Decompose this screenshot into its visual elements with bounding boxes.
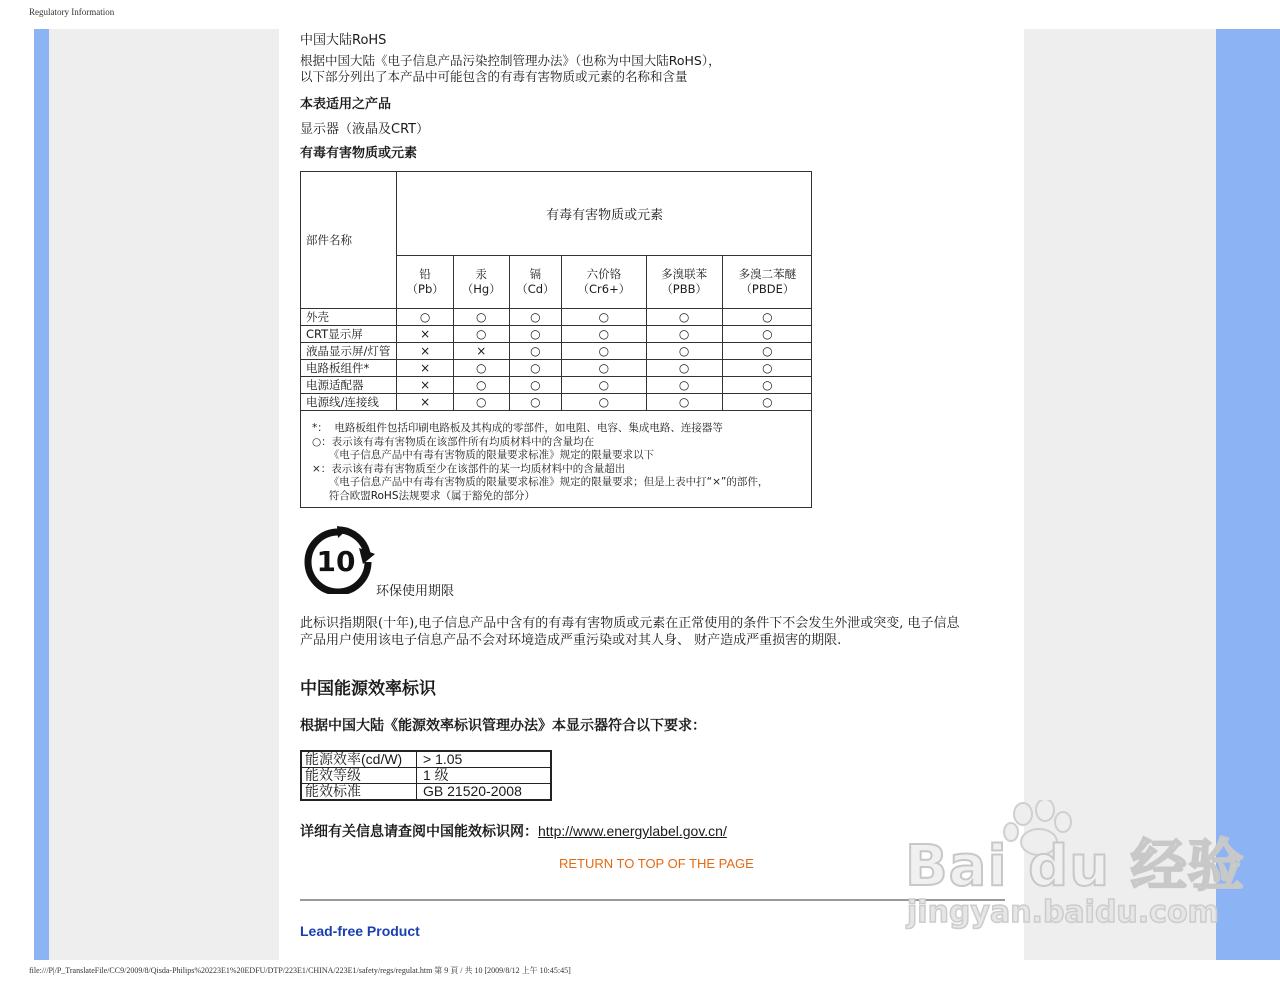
efficiency-value: GB 21520-2008 bbox=[417, 784, 552, 801]
hazard-notes bbox=[312, 422, 768, 503]
substance-mark: ○ bbox=[562, 309, 646, 326]
substance-mark: ○ bbox=[722, 394, 812, 411]
hazard-table-box bbox=[300, 171, 812, 508]
substance-mark: × bbox=[397, 326, 454, 343]
substance-header bbox=[646, 255, 722, 308]
part-name: 电源线/连接线 bbox=[301, 394, 397, 411]
section-divider bbox=[300, 899, 1005, 901]
note-line: ×：表示该有毒有害物质至少在该部件的某一均质材料中的含量超出 bbox=[312, 462, 626, 475]
applies-value: 显示器（液晶及CRT） bbox=[300, 122, 430, 137]
substance-mark: ○ bbox=[509, 377, 562, 394]
substance-name: 多溴二苯醚 bbox=[738, 266, 797, 281]
substance-mark: ○ bbox=[509, 360, 562, 377]
substance-mark: ○ bbox=[646, 343, 722, 360]
part-name: 外壳 bbox=[301, 309, 397, 326]
substance-symbol: （Cr6+） bbox=[577, 281, 631, 296]
watermark-url: jingyan.baidu.com bbox=[907, 895, 1219, 930]
substance-mark: ○ bbox=[453, 360, 509, 377]
rohs-intro-line-2: 以下部分列出了本产品中可能包含的有毒有害物质或元素的名称和含量 bbox=[300, 69, 688, 84]
epup-description-line-2: 产品用户使用该电子信息产品不会对环境造成严重污染或对其人身、 财产造成严重损害的期限. bbox=[300, 633, 842, 648]
table-row bbox=[301, 394, 812, 411]
substance-name: 多溴联苯 bbox=[661, 266, 708, 281]
lead-free-product-link[interactable]: Lead-free Product bbox=[300, 923, 420, 939]
hazard-table bbox=[301, 172, 812, 411]
table-row bbox=[301, 360, 812, 377]
table-row bbox=[301, 343, 812, 360]
substance-mark: × bbox=[397, 394, 454, 411]
substance-mark: × bbox=[453, 343, 509, 360]
part-name: CRT显示屏 bbox=[301, 326, 397, 343]
substance-symbol: （Pb） bbox=[406, 281, 444, 296]
substance-mark: ○ bbox=[509, 326, 562, 343]
substance-mark: ○ bbox=[646, 394, 722, 411]
substance-symbol: （Cd） bbox=[516, 281, 555, 296]
epup-caption: 环保使用期限 bbox=[376, 584, 455, 599]
left-grey-panel bbox=[49, 29, 279, 960]
table-row bbox=[301, 751, 551, 768]
substance-name: 汞 bbox=[475, 266, 487, 281]
epup-10-logo bbox=[301, 526, 375, 594]
substance-mark: ○ bbox=[397, 309, 454, 326]
hazard-table-body bbox=[301, 309, 812, 411]
substance-symbol: （PBB） bbox=[661, 281, 707, 296]
substance-mark: ○ bbox=[562, 394, 646, 411]
substance-symbol: （PBDE） bbox=[740, 281, 795, 296]
substance-header bbox=[722, 255, 812, 308]
energylabel-link[interactable]: http://www.energylabel.gov.cn/ bbox=[538, 823, 727, 839]
substance-mark: ○ bbox=[722, 326, 812, 343]
right-blue-sidebar bbox=[1216, 29, 1280, 960]
substance-group-header: 有毒有害物质或元素 bbox=[397, 172, 812, 255]
substance-mark: ○ bbox=[722, 360, 812, 377]
part-name: 电路板组件* bbox=[301, 360, 397, 377]
table-row bbox=[301, 309, 812, 326]
substance-mark: ○ bbox=[646, 309, 722, 326]
substance-mark: ○ bbox=[509, 394, 562, 411]
epup-description bbox=[300, 615, 960, 649]
substance-mark: × bbox=[397, 360, 454, 377]
substance-header bbox=[509, 255, 562, 308]
note-line: *： 电路板组件包括印刷电路板及其构成的零部件，如电阻、电容、集成电路、连接器等 bbox=[312, 422, 723, 434]
substance-mark: ○ bbox=[722, 343, 812, 360]
epup-description-line-1: 此标识指期限(十年),电子信息产品中含有的有毒有害物质或元素在正常使用的条件下不会发生外泄或突变, 电子信息 bbox=[300, 616, 960, 631]
substance-mark: ○ bbox=[453, 377, 509, 394]
substance-mark: ○ bbox=[646, 326, 722, 343]
watermark-brand: Bai du 经验 bbox=[905, 834, 1245, 899]
substance-header bbox=[397, 255, 454, 308]
left-blue-sidebar bbox=[34, 29, 49, 960]
substance-mark: ○ bbox=[722, 377, 812, 394]
rohs-heading: 中国大陆RoHS bbox=[300, 33, 387, 48]
substance-mark: × bbox=[397, 343, 454, 360]
substance-mark: ○ bbox=[646, 377, 722, 394]
print-header: Regulatory Information bbox=[29, 7, 115, 17]
efficiency-key: 能效标准 bbox=[301, 784, 417, 801]
efficiency-key: 能效等级 bbox=[301, 768, 417, 784]
energy-efficiency-table bbox=[300, 750, 552, 801]
substances-label: 有毒有害物质或元素 bbox=[300, 146, 418, 161]
baidu-jingyan-watermark bbox=[905, 800, 1245, 940]
part-name: 电源适配器 bbox=[301, 377, 397, 394]
substance-mark: ○ bbox=[453, 326, 509, 343]
note-line: ○：表示该有毒有害物质在该部件所有均质材料中的含量均在 bbox=[312, 435, 595, 448]
epup-logo-number: 10 bbox=[316, 545, 356, 578]
substance-mark: ○ bbox=[722, 309, 812, 326]
note-line: 《电子信息产品中有毒有害物质的限量要求标准》规定的限量要求；但是上表中打“×”的部件， bbox=[312, 476, 769, 488]
substance-mark: ○ bbox=[509, 343, 562, 360]
substance-mark: × bbox=[397, 377, 454, 394]
efficiency-key: 能源效率(cd/W) bbox=[301, 751, 417, 768]
table-row bbox=[301, 784, 551, 801]
energy-heading: 中国能源效率标识 bbox=[300, 679, 436, 699]
substance-name: 镉 bbox=[529, 266, 542, 281]
note-line: 《电子信息产品中有毒有害物质的限量要求标准》规定的限量要求以下 bbox=[312, 449, 655, 461]
return-to-top-link[interactable]: RETURN TO TOP OF THE PAGE bbox=[559, 856, 754, 871]
part-name: 液晶显示屏/灯管 bbox=[301, 343, 397, 360]
substance-symbol: （Hg） bbox=[461, 281, 501, 296]
table-row bbox=[301, 768, 551, 784]
efficiency-value: > 1.05 bbox=[417, 751, 552, 768]
print-footer: file:///P|/P_TranslateFile/CC9/2009/8/Qisda-Philips%20223E1%20EDFU/DTP/223E1/CHINA/223E1/safety/regs/regulat.htm 第 9 頁 / 共 10 [2009/8/12 上午 10:45:45] bbox=[29, 966, 571, 975]
substance-mark: ○ bbox=[646, 360, 722, 377]
substance-mark: ○ bbox=[509, 309, 562, 326]
substance-header bbox=[453, 255, 509, 308]
energy-more-info bbox=[300, 821, 727, 841]
energy-intro: 根据中国大陆《能源效率标识管理办法》本显示器符合以下要求： bbox=[300, 718, 706, 734]
substance-mark: ○ bbox=[562, 326, 646, 343]
part-name-header: 部件名称 bbox=[301, 172, 397, 309]
applies-label: 本表适用之产品 bbox=[300, 97, 392, 112]
substance-header bbox=[562, 255, 646, 308]
table-row bbox=[301, 326, 812, 343]
efficiency-value: 1 级 bbox=[417, 768, 552, 784]
table-row bbox=[301, 377, 812, 394]
substance-name: 六价铬 bbox=[586, 266, 622, 281]
substance-mark: ○ bbox=[562, 377, 646, 394]
substance-mark: ○ bbox=[453, 394, 509, 411]
substance-mark: ○ bbox=[453, 309, 509, 326]
substance-mark: ○ bbox=[562, 343, 646, 360]
substance-name: 铅 bbox=[419, 266, 431, 281]
substance-mark: ○ bbox=[562, 360, 646, 377]
energy-more-info-prefix: 详细有关信息请查阅中国能效标识网： bbox=[300, 824, 538, 840]
rohs-intro-line-1: 根据中国大陆《电子信息产品污染控制管理办法》（也称为中国大陆RoHS）， bbox=[300, 53, 721, 68]
note-line: 符合欧盟RoHS法规要求（属于豁免的部分） bbox=[312, 489, 535, 502]
rohs-intro bbox=[300, 53, 721, 85]
